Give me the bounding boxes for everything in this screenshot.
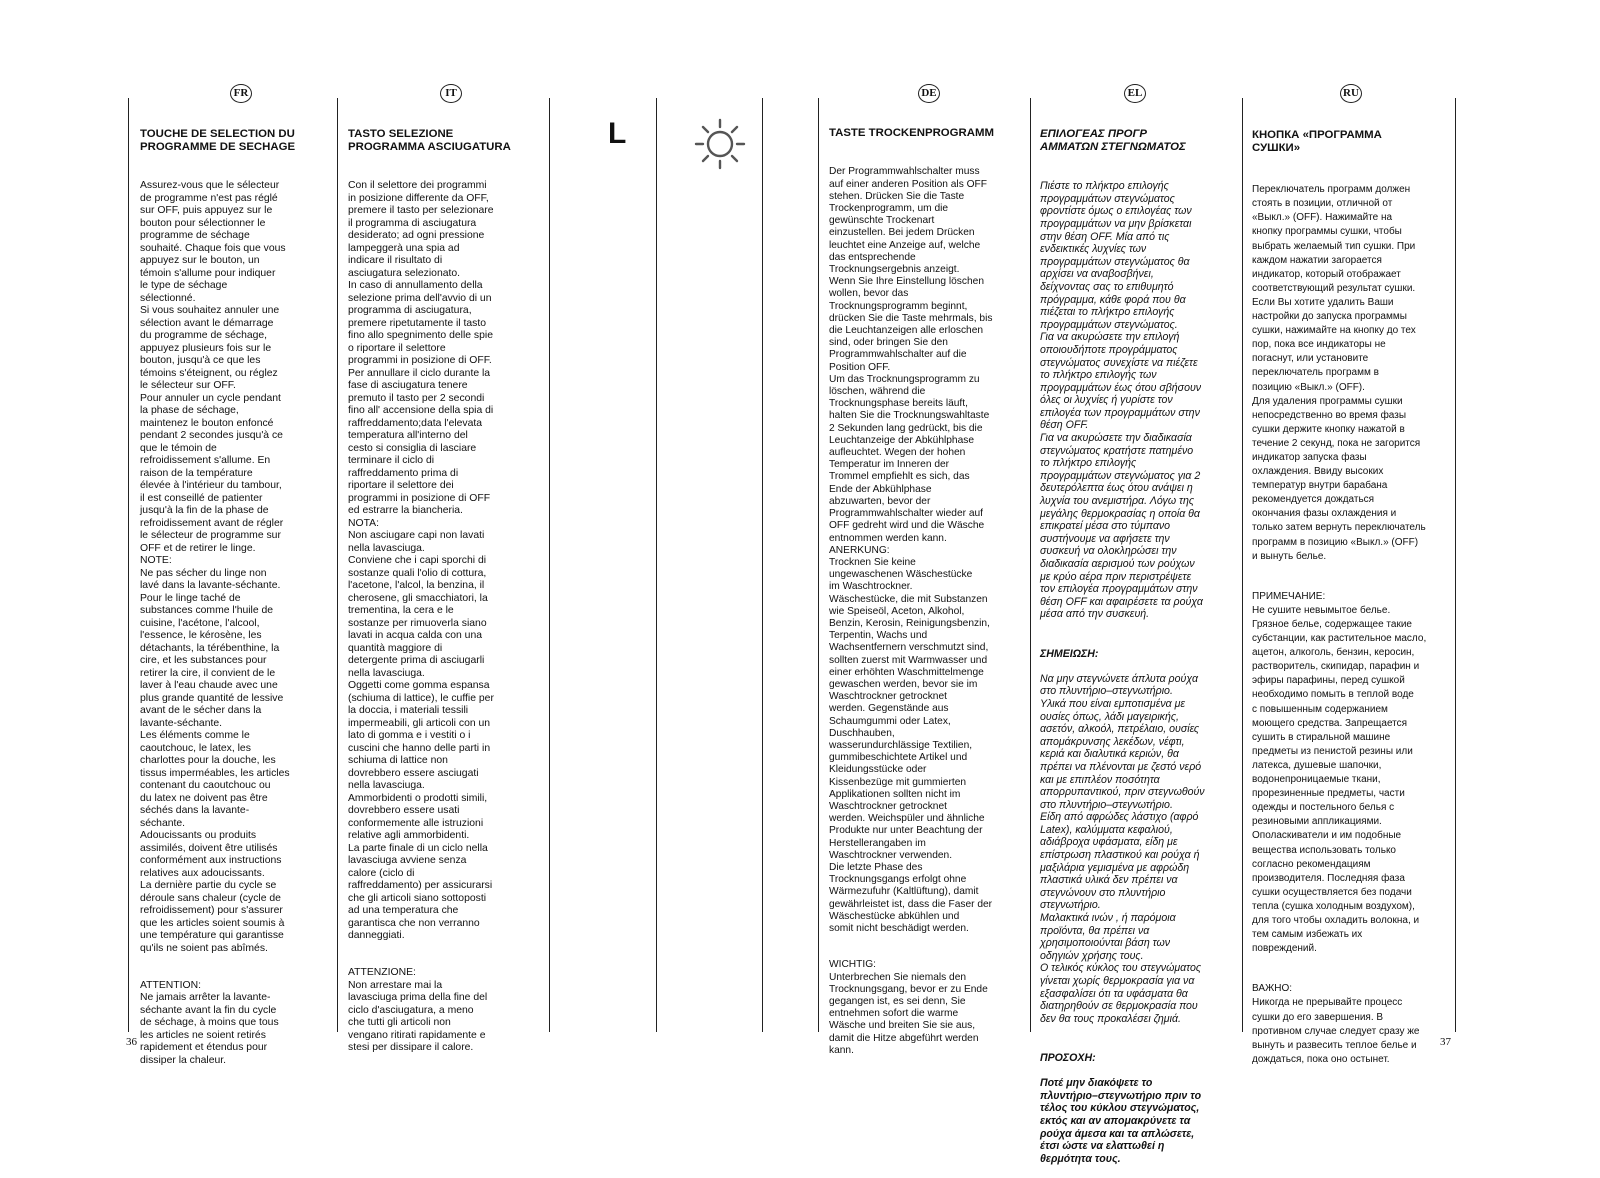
section-body: Переключатель программ должен стоять в позиции, отличной от «Выкл.» (OFF). Нажимайте на кнопку программы сушки, чтобы выбрать желаемый тип сушки. При каждом нажатии загорается индикатор, который отображает соответствующий результат сушки. Если Вы хотите удалить Ваши настройки до запуска программы сушки, нажимайте на кнопку до тех пор, пока все индикаторы не погаснут, или установите переключатель программ в позицию «Выкл.» (OFF). Для удаления программы сушки непосредственно во время фазы сушки держите кнопку нажатой в течение 2 секунд, пока не загорится индикатор запуска фазы охлаждения. Ввиду высоких температур внутри барабана рекомендуется дождаться окончания фазы охлаждения и только затем вернуть переключатель программ в позицию «Выкл.» (OFF) и вынуть белье.: [1252, 184, 1426, 562]
section-title: TOUCHE DE SELECTION DU PROGRAMME DE SECHAGE: [140, 127, 296, 153]
program-letter-symbol: L: [608, 117, 627, 150]
column-divider: [549, 98, 550, 1032]
column-divider: [1030, 98, 1031, 1032]
section-title: TASTO SELEZIONE PROGRAMMA ASCIUGATURA: [348, 127, 511, 153]
column-divider: [337, 98, 338, 1032]
note-body: Να μην στεγνώνετε άπλυτα ρούχα στο πλυντήριο–στεγνωτήριο. Υλικά που είναι εμποτισμένα με ουσίες όπως, λάδι μαγειρικής, ασετόν, αλκοόλ, πετρέλαιο, ουσίες απομάκρυνσης λεκέδων, νέφτι, κεριά και διαλυτικά κεριών, θα πρέπει να πλένονται με ζεστό νερό και με επιπλέον ποσότητα απορρυπαντικού, πριν στεγνωθούν στο πλυντήριο–στεγνωτήριο. Είδη από αφρώδες λάστιχο (αφρό Latex), καλύμματα κεφαλιού, αδιάβροχα υφάσματα, είδη με επίστρωση πλαστικού και ρούχα ή μαξιλάρια γεμισμένα με αφρώδη πλαστικά υλικά δεν πρέπει να στεγνώνουν στο πλυντήριο στεγνωτήριο. Μαλακτικά ινών , ή παρόμοια προϊόντα, θα πρέπει να χρησιμοποιούνται βάση των οδηγιών χρήσης τους. Ο τελικός κύκλος του στεγνώματος γίνεται χωρίς θερμοκρασία για να εξασφαλίσει ότι τα υφάσματα θα διατηρηθούν σε θερμοκρασία που δεν θα τους προκαλέσει ζημιά.: [1040, 672, 1205, 1025]
section-title: TASTE TROCKENPROGRAMM: [829, 127, 994, 140]
column-divider: [762, 98, 763, 1032]
page-number-right: 37: [1440, 1036, 1451, 1048]
language-badge-de: DE: [918, 84, 940, 103]
language-badge-ru: RU: [1340, 84, 1362, 103]
note-text: ПРИМЕЧАНИЕ: Не сушите невымытое белье. Грязное белье, содержащее такие субстанции, как растительное масло, ацетон, алкоголь, бензин, керосин, растворитель, скипидар, парафин и эфиры парафины, перед сушкой необходимо помыть в теплой воде с повышенным содержанием моющего средства. Запрещается сушить в стиральной машине предметы из пенистой резины или латекса, душевые шапочки, водонепроницаемые ткани, прорезиненные предметы, части одежды и постельного белья с резиновыми аппликациями. Ополаскиватели и им подобные вещества использовать только согласно рекомендациям производителя. Последняя фаза сушки осуществляется без подачи тепла (сушка холодным воздухом), для того чтобы охладить волокна, и тем самым избежать их повреждений.: [1252, 590, 1427, 955]
note-title: ΣΗΜΕΙΩΣΗ:: [1040, 647, 1099, 660]
warning-text: WICHTIG: Unterbrechen Sie niemals den Trocknungsgang, bevor er zu Ende gegangen ist, es sei denn, Sie entnehmen sofort die warme Wäsche und breiten Sie sie aus, damit die Hitze abgeführt werden kann.: [829, 959, 988, 1056]
warning-text: ATTENTION: Ne jamais arrêter la lavante- séchante avant la fin du cycle de séchage, à moins que tous les articles ne soient retirés rapidement et étendus pour dissiper la chaleur.: [140, 979, 279, 1066]
section-body: Πιέστε το πλήκτρο επιλογής προγραμμάτων στεγνώματος φροντίστε όμως ο επιλογέας των προγραμμάτων να μην βρίσκεται στην θέση OFF. Μία από τις ενδεικτικές λυχνίες των προγραμμάτων στεγνώματος θα αρχίσει να αναβοσβήνει, δείχνοντας σας το επιθυμητό πρόγραμμα, κάθε φορά που θα πιέζεται το πλήκτρο επιλογής προγραμμάτων στεγνώματος. Για να ακυρώσετε την επιλογή οποιουδήποτε προγράμματος στεγνώματος συνεχίστε να πιέζετε το πλήκτρο επιλογής των προγραμμάτων έως ότου σβήσουν όλες οι λυχνίες ή γυρίστε τον επιλογέα των προγραμμάτων στην θέση OFF. Για να ακυρώσετε την διαδικασία στεγνώματος κρατήστε πατημένο το πλήκτρο επιλογής προγραμμάτων στεγνώματος για 2 δευτερόλεπτα έως ότου ανάψει η λυχνία του ανεμιστήρα. Λόγω της μεγάλης θερμοκρασίας η οποία θα επικρατεί μέσα στο τύμπανο συστήνουμε να αφήσετε την συσκευή να ολοκληρώσει την διαδικασία αερισμού των ρούχων με κρύο αέρα πριν περιστρέψετε τον επιλογέα προγραμμάτων στην θέση OFF και αφαιρέσετε τα ρούχα μέσα από την συσκευή.: [1040, 180, 1203, 621]
section-body: Assurez-vous que le sélecteur de programme n'est pas réglé sur OFF, puis appuyez sur le bouton pour sélectionner le programme de séchage souhaité. Chaque fois que vous appuyez sur le bouton, un témoin s'allume pour indiquer le type de séchage sélectionné. Si vous souhaitez annuler une sélection avant le démarrage du programme de séchage, appuyez plusieurs fois sur le bouton, jusqu'à ce que les témoins s'éteignent, ou réglez le sélecteur sur OFF. Pour annuler un cycle pendant la phase de séchage, maintenez le bouton enfoncé pendant 2 secondes jusqu'à ce que le témoin de refroidissement s'allume. En raison de la température élevée à l'intérieur du tambour, il est conseillé de patienter jusqu'à la fin de la phase de refroidissement avant de régler le sélecteur de programme sur OFF et de retirer le linge. NOTE: Ne pas sécher du linge non lavé dans la lavante-séchante. Pour le linge taché de substances comme l'huile de cuisine, l'acétone, l'alcool, l'essence, le kérosène, les détachants, la térébenthine, la cire, et les substances pour retirer la cire, il convient de le laver à l'eau chaude avec une plus grande quantité de lessive avant de le sécher dans la lavante-séchante. Les éléments comme le caoutchouc, le latex, les charlottes pour la douche, les tissus imperméables, les articles contenant du caoutchouc ou du latex ne doivent pas être séchés dans la lavante- séchante. Adoucissants ou produits assimilés, doivent être utilisés conformément aux instructions relatives aux adoucissants. La dernière partie du cycle se déroule sans chaleur (cycle de refroidissement) pour s'assurer que les articles soient soumis à une température qui garantisse qu'ils ne soient pas abîmés.: [140, 180, 290, 954]
column-divider: [818, 98, 819, 1032]
section-title: КНОПКА «ПРОГРАММА СУШКИ»: [1252, 129, 1382, 155]
column-russian: [1252, 115, 1452, 1081]
section-title: ΕΠΙΛΟΓΕΑΣ ΠΡΟΓΡ ΑΜΜΑΤΩΝ ΣΤΕΓΝΩΜΑΤΟΣ: [1040, 127, 1186, 153]
language-badge-fr: FR: [230, 84, 252, 103]
language-badge-el: EL: [1124, 84, 1146, 103]
column-divider: [1455, 98, 1456, 1032]
section-body: Der Programmwahlschalter muss auf einer anderen Position als OFF stehen. Drücken Sie die Taste Trockenprogramm, um die gewünschte Trockenart einzustellen. Bei jedem Drücken leuchtet eine Anzeige auf, welche das entsprechende Trocknungsergebnis anzeigt. Wenn Sie Ihre Einstellung löschen wollen, bevor das Trocknungsprogramm beginnt, drücken Sie die Taste mehrmals, bis die Leuchtanzeigen alle erloschen sind, oder bringen Sie den Programmwahlschalter auf die Position OFF. Um das Trocknungsprogramm zu löschen, während die Trocknungsphase bereits läuft, halten Sie die Trocknungswahltaste 2 Sekunden lang gedrückt, bis die Leuchtanzeige der Abkühlphase aufleuchtet. Wegen der hohen Temperatur im Inneren der Trommel empfiehlt es sich, das Ende der Abkühlphase abzuwarten, bevor der Programmwahlschalter wieder auf OFF gedreht wird und die Wäsche entnommen werden kann. ANERKUNG: Trocknen Sie keine ungewaschenen Wäschestücke im Waschtrockner. Wäschestücke, die mit Substanzen wie Speiseöl, Aceton, Alkohol, Benzin, Kerosin, Reinigungsbenzin, Terpentin, Wachs und Wachsentfernern verschmutzt sind, sollten zuerst mit Warmwasser und einer erhöhten Waschmittelmenge gewaschen werden, bevor sie im Waschtrockner getrocknet werden. Gegenstände aus Schaumgummi oder Latex, Duschhauben, wasserundurchlässige Textilien, gummibeschichtete Artikel und Kleidungsstücke oder Kissenbezüge mit gummierten Applikationen sollten nicht im Waschtrockner getrocknet werden. Weichspüler und ähnliche Produkte nur unter Beachtung der Herstellerangaben im Waschtrockner verwenden. Die letzte Phase des Trocknungsgangs erfolgt ohne Wärmezufuhr (Kaltlüftung), damit gewährleistet ist, dass die Faser der Wäschestücke abkühlen und somit nicht beschädigt werden.: [829, 166, 993, 934]
section-body: Con il selettore dei programmi in posizione differente da OFF, premere il tasto per selezionare il programma di asciugatura desiderato; ad ogni pressione lampeggerà una spia ad indicare il risultato di asciugatura selezionato. In caso di annullamento della selezione prima dell'avvio di un programma di asciugatura, premere ripetutamente il tasto fino allo spegnimento delle spie o riportare il selettore programmi in posizione di OFF. Per annullare il ciclo durante la fase di asciugatura tenere premuto il tasto per 2 secondi fino all' accensione della spia di raffreddamento;data l'elevata temperatura all'interno del cesto si consiglia di lasciare terminare il ciclo di raffreddamento prima di riportare il selettore dei programmi in posizione di OFF ed estrarre la biancheria. NOTA: Non asciugare capi non lavati nella lavasciuga. Conviene che i capi sporchi di sostanze quali l'olio di cottura, l'acetone, l'alcol, la benzina, il cherosene, gli smacchiatori, la trementina, la cera e le sostanze per rimuoverla siano lavati in acqua calda con una quantità maggiore di detergente prima di asciugarli nella lavasciuga. Oggetti come gomma espansa (schiuma di lattice), le cuffie per la doccia, i materiali tessili impermeabili, gli articoli con un lato di gomma e i vestiti o i cuscini che hanno delle parti in schiuma di lattice non dovrebbero essere asciugati nella lavasciuga. Ammorbidenti o prodotti simili, dovrebbero essere usati conformemente alle istruzioni relative agli ammorbidenti. La parte finale di un ciclo nella lavasciuga avviene senza calore (ciclo di raffreddamento) per assicurarsi che gli articoli siano sottoposti ad una temperatura che garantisca che non verranno danneggiati.: [348, 180, 494, 941]
warning-text: ATTENZIONE: Non arrestare mai la lavasciuga prima della fine del ciclo d'asciugatura, a meno che tutti gli articoli non vengano ritirati rapidamente e stesi per dissipare il calore.: [348, 967, 488, 1053]
column-divider: [1242, 98, 1243, 1032]
page-number-left: 36: [126, 1036, 137, 1048]
column-divider: [128, 98, 129, 1032]
warning-text: ВАЖНО: Никогда не прерывайте процесс сушки до его завершения. В противном случае следует сразу же вынуть и развесить теплое белье и дождаться, пока оно остынет.: [1252, 983, 1420, 1065]
column-greek: [1040, 115, 1238, 1178]
column-german: [829, 115, 1027, 1069]
sun-icon: [694, 118, 746, 170]
warning-body: Ποτέ μην διακόψετε το πλυντήριο–στεγνωτήριο πριν το τέλος του κύκλου στεγνώματος, εκτός και αν απομακρύνετε τα ρούχα άμεσα και τα απλώσετε, έτσι ώστε να ελαττωθεί η θερμότητα τους.: [1040, 1077, 1202, 1165]
column-divider: [656, 98, 657, 1032]
column-french: [140, 115, 330, 1080]
column-italian: [348, 115, 544, 1067]
language-badge-it: IT: [440, 84, 462, 103]
warning-title: ΠΡΟΣΟΧΗ:: [1040, 1051, 1096, 1064]
